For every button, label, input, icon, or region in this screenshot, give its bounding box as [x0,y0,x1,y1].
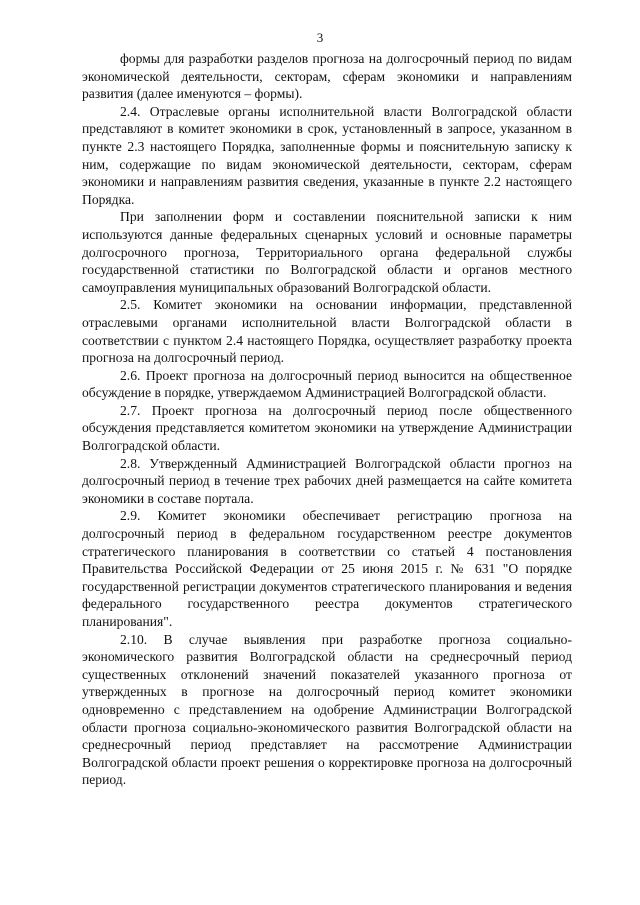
paragraph-2-6: 2.6. Проект прогноза на долгосрочный период выносится на общественное обсуждение в порядке, утверждаемом Администрацией Волгоградской области. [82,367,572,401]
paragraph-2-8: 2.8. Утвержденный Администрацией Волгоградской области прогноз на долгосрочный период в течение трех рабочих дней размещается на сайте комитета экономики в составе портала. [82,455,572,506]
paragraph-2-9: 2.9. Комитет экономики обеспечивает регистрацию прогноза на долгосрочный период в федеральном государственном реестре документов стратегического планирования в соответствии со статьей 4 постановления Правительства Российской Федерации от 25 июня 2015 г. № 631 "О порядке государственной регистрации документов стратегического планирования и ведения федерального государственного реестра документов стратегического планирования". [82,508,572,629]
paragraph-2-4: 2.4. Отраслевые органы исполнительной власти Волгоградской области представляют в комитет экономики в срок, установленный в запросе, указанном в пункте 2.3 настоящего Порядка, заполненные формы и пояснительную записку к ним, содержащие по видам экономической деятельности, секторам, сферам экономики и направлениям развития сведения, указанные в пункте 2.2 настоящего Порядка. [82,103,572,207]
page-number: 3 [316,30,324,45]
paragraph-2-5: 2.5. Комитет экономики на основании информации, представленной отраслевыми органами исполнительной власти Волгоградской области в соответствии с пунктом 2.4 настоящего Порядка, осуществляет разработку проекта прогноза на долгосрочный период. [82,297,572,366]
paragraph-forms-filling: При заполнении форм и составлении пояснительной записки к ним используются данные федеральных сценарных условий и основные параметры долгосрочного прогноза, Территориального органа федеральной службы государственной статистики по Волгоградской области и органов местного самоуправления муниципальных образований Волгоградской области. [82,209,572,295]
document-body [82,50,572,789]
paragraph-2-7: 2.7. Проект прогноза на долгосрочный период после общественного обсуждения представляется комитетом экономики на утверждение Администрации Волгоградской области. [82,402,572,454]
paragraph-2-10: 2.10. В случае выявления при разработке прогноза социально-экономического развития Волгоградской области на среднесрочный период существенных отклонений значений показателей указанного прогноза от утвержденных в прогнозе на долгосрочный период комитет экономики одновременно с представлением на одобрение Администрации Волгоградской области прогноза социально-экономического развития Волгоградской области на среднесрочный период представляет на рассмотрение Администрации Волгоградской области проект решения о корректировке прогноза на долгосрочный период. [82,631,572,788]
paragraph-continuation: формы для разработки разделов прогноза на долгосрочный период по видам экономической деятельности, секторам, сферам экономики и направлениям развития (далее именуются – формы). [82,51,572,102]
